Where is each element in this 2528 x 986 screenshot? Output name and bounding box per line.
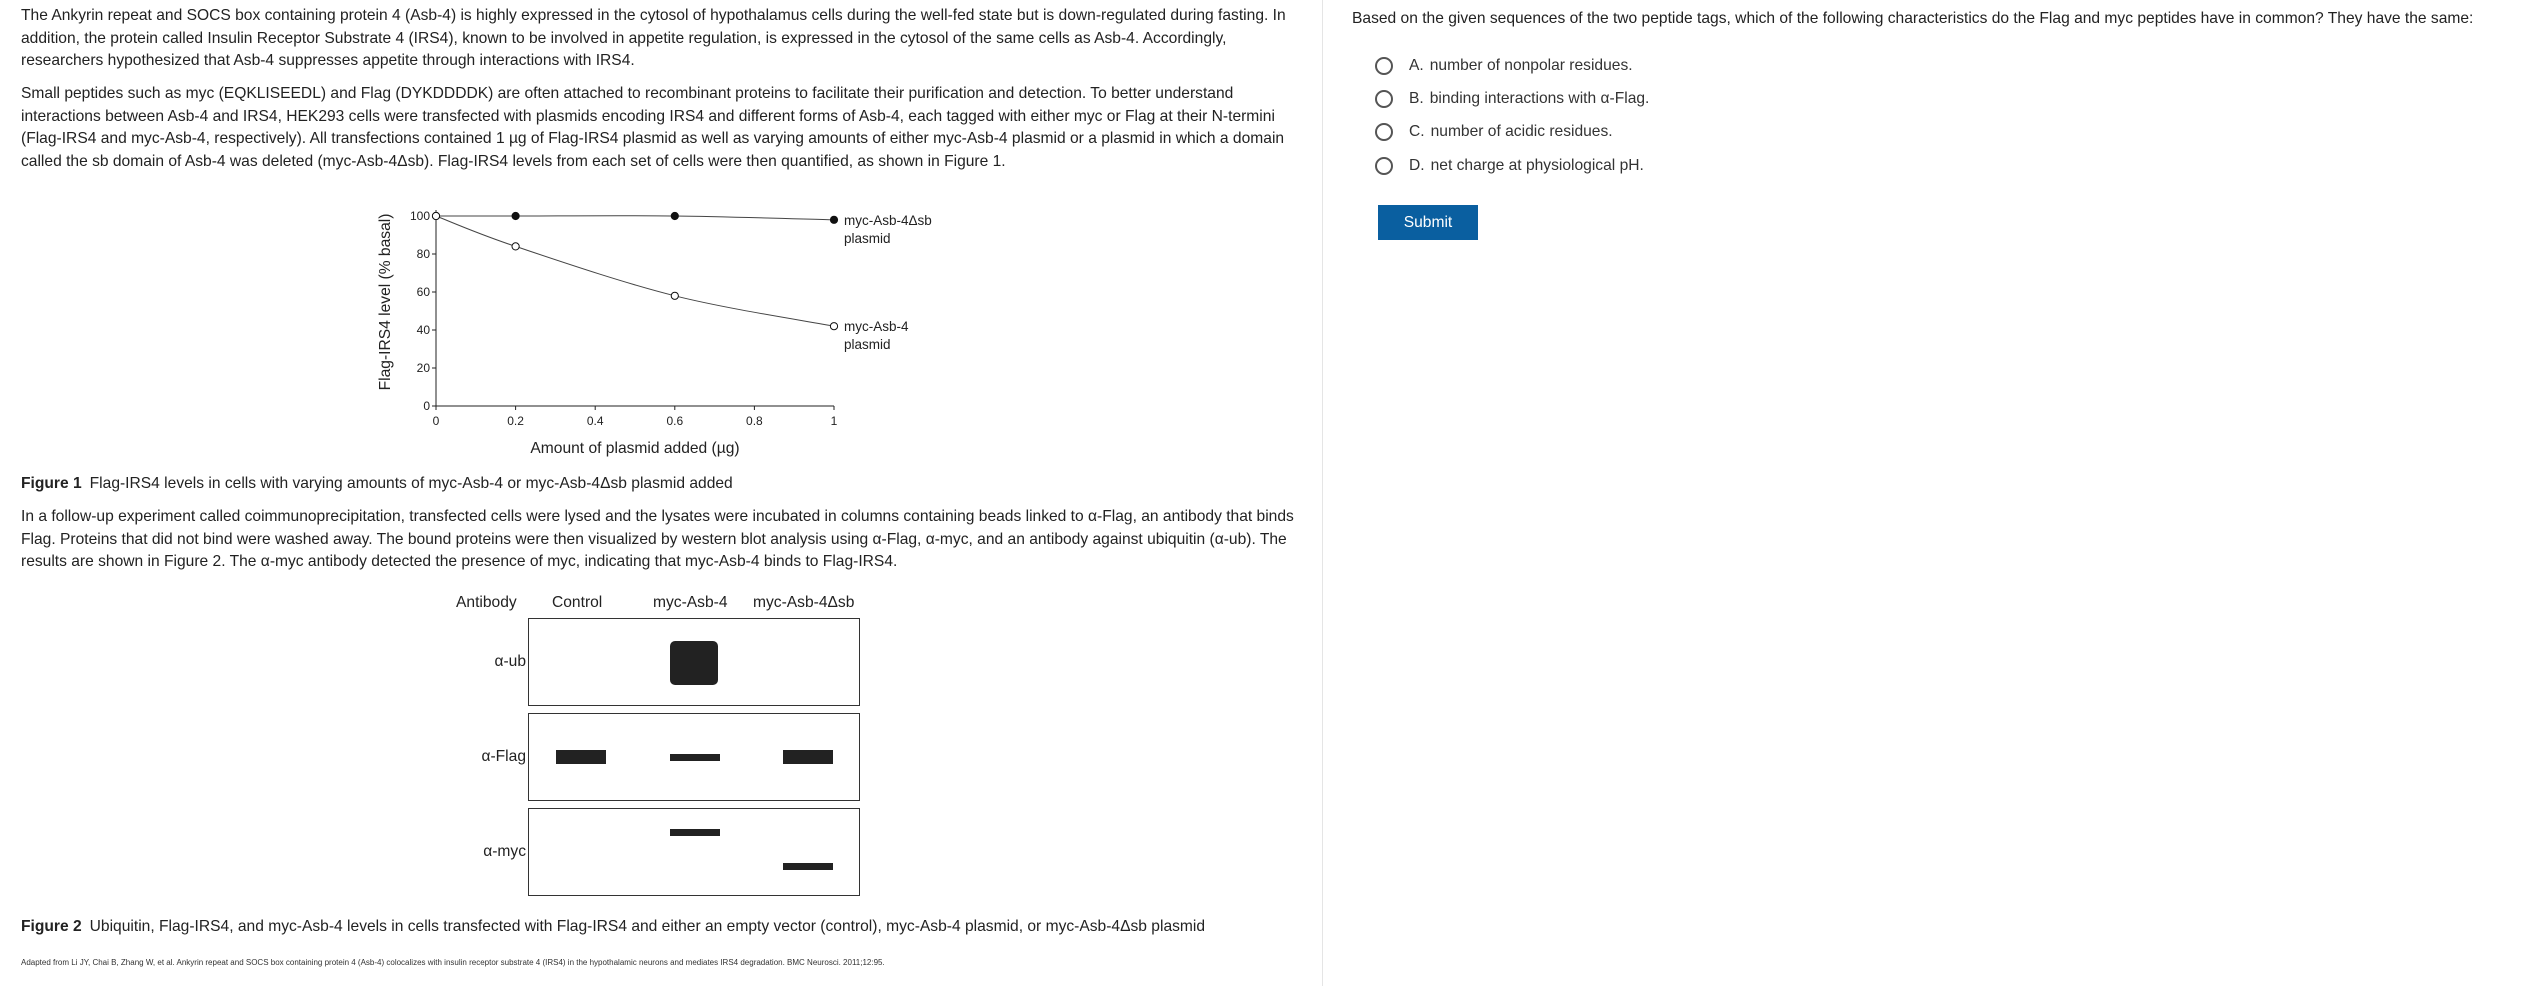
figure1-caption — [21, 475, 733, 493]
x-tick-label: 0.4 — [586, 414, 604, 428]
lane-label-control: Control — [552, 594, 603, 611]
option-text: number of nonpolar residues. — [1429, 57, 1633, 74]
radio-icon[interactable] — [1375, 123, 1393, 141]
series-label-1: myc-Asb-4 — [844, 319, 909, 335]
radio-icon[interactable] — [1375, 157, 1393, 175]
option-letter: B. — [1409, 90, 1424, 107]
x-tick-label: 0 — [432, 414, 440, 428]
data-point-0 — [512, 212, 519, 219]
antibody-header: Antibody — [456, 594, 517, 611]
lane-label-myc-asb4-dsb: myc-Asb-4Δsb — [753, 594, 855, 611]
y-tick-label: 100 — [409, 209, 430, 223]
row-label-anti-myc: α-myc — [483, 843, 526, 860]
x-tick-label: 1 — [830, 414, 838, 428]
y-tick-label: 0 — [423, 399, 430, 413]
row-label-anti-flag: α-Flag — [481, 748, 526, 765]
radio-icon[interactable] — [1375, 57, 1393, 75]
series-line-0 — [436, 216, 834, 220]
data-point-0 — [671, 212, 678, 219]
band-ub-myc-asb4 — [670, 641, 718, 685]
band-flag-control — [556, 750, 606, 764]
passage-paragraph: In a follow-up experiment called coimmunoprecipitation, transfected cells were lysed and the lysates were incubated in columns containing beads linked to α-Flag, an antibody that binds Flag. Proteins that did not bind were washed away. The bound proteins were then visualized by western blot analysis using α-Flag, α-myc, and an antibody against ubiquitin (α-ub). The results are shown in Figure 2. The α-myc antibody detected the presence of myc, indicating that myc-Asb-4 binds to Flag-IRS4. — [21, 508, 1294, 570]
blot-panel-anti-ub — [528, 618, 860, 706]
x-axis-label: Amount of plasmid added (µg) — [530, 440, 740, 457]
x-tick-label: 0.8 — [746, 414, 763, 428]
option-letter: D. — [1409, 157, 1425, 174]
submit-button[interactable]: Submit — [1378, 205, 1478, 240]
series-label-1: plasmid — [844, 337, 891, 353]
y-tick-label: 20 — [416, 361, 430, 375]
figure1-label: Figure 1 — [21, 475, 82, 492]
series-label-0: myc-Asb-4Δsb — [844, 212, 932, 228]
question-pane — [1323, 0, 2528, 986]
band-flag-myc-asb4 — [670, 754, 720, 761]
answer-option-d[interactable] — [1375, 154, 1644, 178]
data-point-1 — [671, 292, 678, 299]
figure1-chart — [360, 196, 960, 461]
blot-panel-anti-flag — [528, 713, 860, 801]
option-letter: C. — [1409, 123, 1425, 140]
y-tick-label: 40 — [416, 323, 430, 337]
chart-series — [432, 212, 931, 352]
series-label-0: plasmid — [844, 230, 891, 246]
data-point-1 — [830, 323, 837, 330]
band-myc-myc-asb4-dsb — [783, 863, 833, 870]
option-text: net charge at physiological pH. — [1430, 157, 1644, 174]
figure2-caption — [21, 918, 1205, 936]
answer-option-b[interactable] — [1375, 87, 1649, 111]
y-tick-label: 80 — [416, 247, 430, 261]
band-myc-myc-asb4 — [670, 829, 720, 836]
question-stem: Based on the given sequences of the two peptide tags, which of the following characteristics do the Flag and myc peptides have in common? They have the same: — [1352, 10, 2474, 27]
option-letter: A. — [1409, 57, 1424, 74]
option-text: binding interactions with α-Flag. — [1429, 90, 1650, 107]
passage-paragraph: Small peptides such as myc (EQKLISEEDL) and Flag (DYKDDDDK) are often attached to recombinant proteins to facilitate their purification and detection. To better understand interactions between Asb-4 and IRS4, HEK293 cells were transfected with plasmids encoding IRS4 and different forms of Asb-4, each tagged with either myc or Flag at their N-termini (Flag-IRS4 and myc-Asb-4, respectively). All transfections contained 1 µg of Flag-IRS4 plasmid as well as varying amounts of either myc-Asb-4 plasmid or a plasmid in which a domain called the sb domain of Asb-4 was deleted (myc-Asb-4Δsb). Flag-IRS4 levels from each set of cells were then quantified, as shown in Figure 1. — [21, 85, 1285, 170]
figure1-caption-text: Flag-IRS4 levels in cells with varying amounts of myc-Asb-4 or myc-Asb-4Δsb plasmid added — [89, 475, 733, 492]
figure2-caption-text: Ubiquitin, Flag-IRS4, and myc-Asb-4 levels in cells transfected with Flag-IRS4 and either an empty vector (control), myc-Asb-4 plasmid, or myc-Asb-4Δsb plasmid — [89, 918, 1206, 935]
passage-paragraph: The Ankyrin repeat and SOCS box containing protein 4 (Asb-4) is highly expressed in the cytosol of hypothalamus cells during the well-fed state but is down-regulated during fasting. In addition, the protein called Insulin Receptor Substrate 4 (IRS4), known to be involved in appetite regulation, is expressed in the cytosol of the same cells as Asb-4. Accordingly, researchers hypothesized that Asb-4 suppresses appetite through interactions with IRS4. — [21, 7, 1286, 69]
row-label-anti-ub: α-ub — [494, 653, 526, 670]
answer-option-a[interactable] — [1375, 54, 1633, 78]
lane-label-myc-asb4: myc-Asb-4 — [653, 594, 728, 611]
x-tick-label: 0.2 — [507, 414, 524, 428]
radio-icon[interactable] — [1375, 90, 1393, 108]
band-flag-myc-asb4-dsb — [783, 750, 833, 764]
y-tick-label: 60 — [416, 285, 430, 299]
chart-ticks — [410, 209, 838, 428]
y-axis-label: Flag-IRS4 level (% basal) — [377, 213, 394, 391]
blot-panel-anti-myc — [528, 808, 860, 896]
option-text: number of acidic residues. — [1430, 123, 1613, 140]
answer-option-c[interactable] — [1375, 120, 1613, 144]
figure2-label: Figure 2 — [21, 918, 82, 935]
figure2-western-blot — [440, 590, 900, 910]
data-point-0 — [830, 216, 837, 223]
citation: Adapted from Li JY, Chai B, Zhang W, et al. Ankyrin repeat and SOCS box containing protein 4 (Asb-4) colocalizes with insulin receptor substrate 4 (IRS4) in the hypothalamic neurons and mediates IRS4 degradation. BMC Neurosci. 2011;12:95. — [21, 958, 885, 967]
data-point-1 — [512, 243, 519, 250]
series-line-1 — [436, 216, 834, 326]
x-tick-label: 0.6 — [666, 414, 684, 428]
data-point-1 — [432, 212, 439, 219]
